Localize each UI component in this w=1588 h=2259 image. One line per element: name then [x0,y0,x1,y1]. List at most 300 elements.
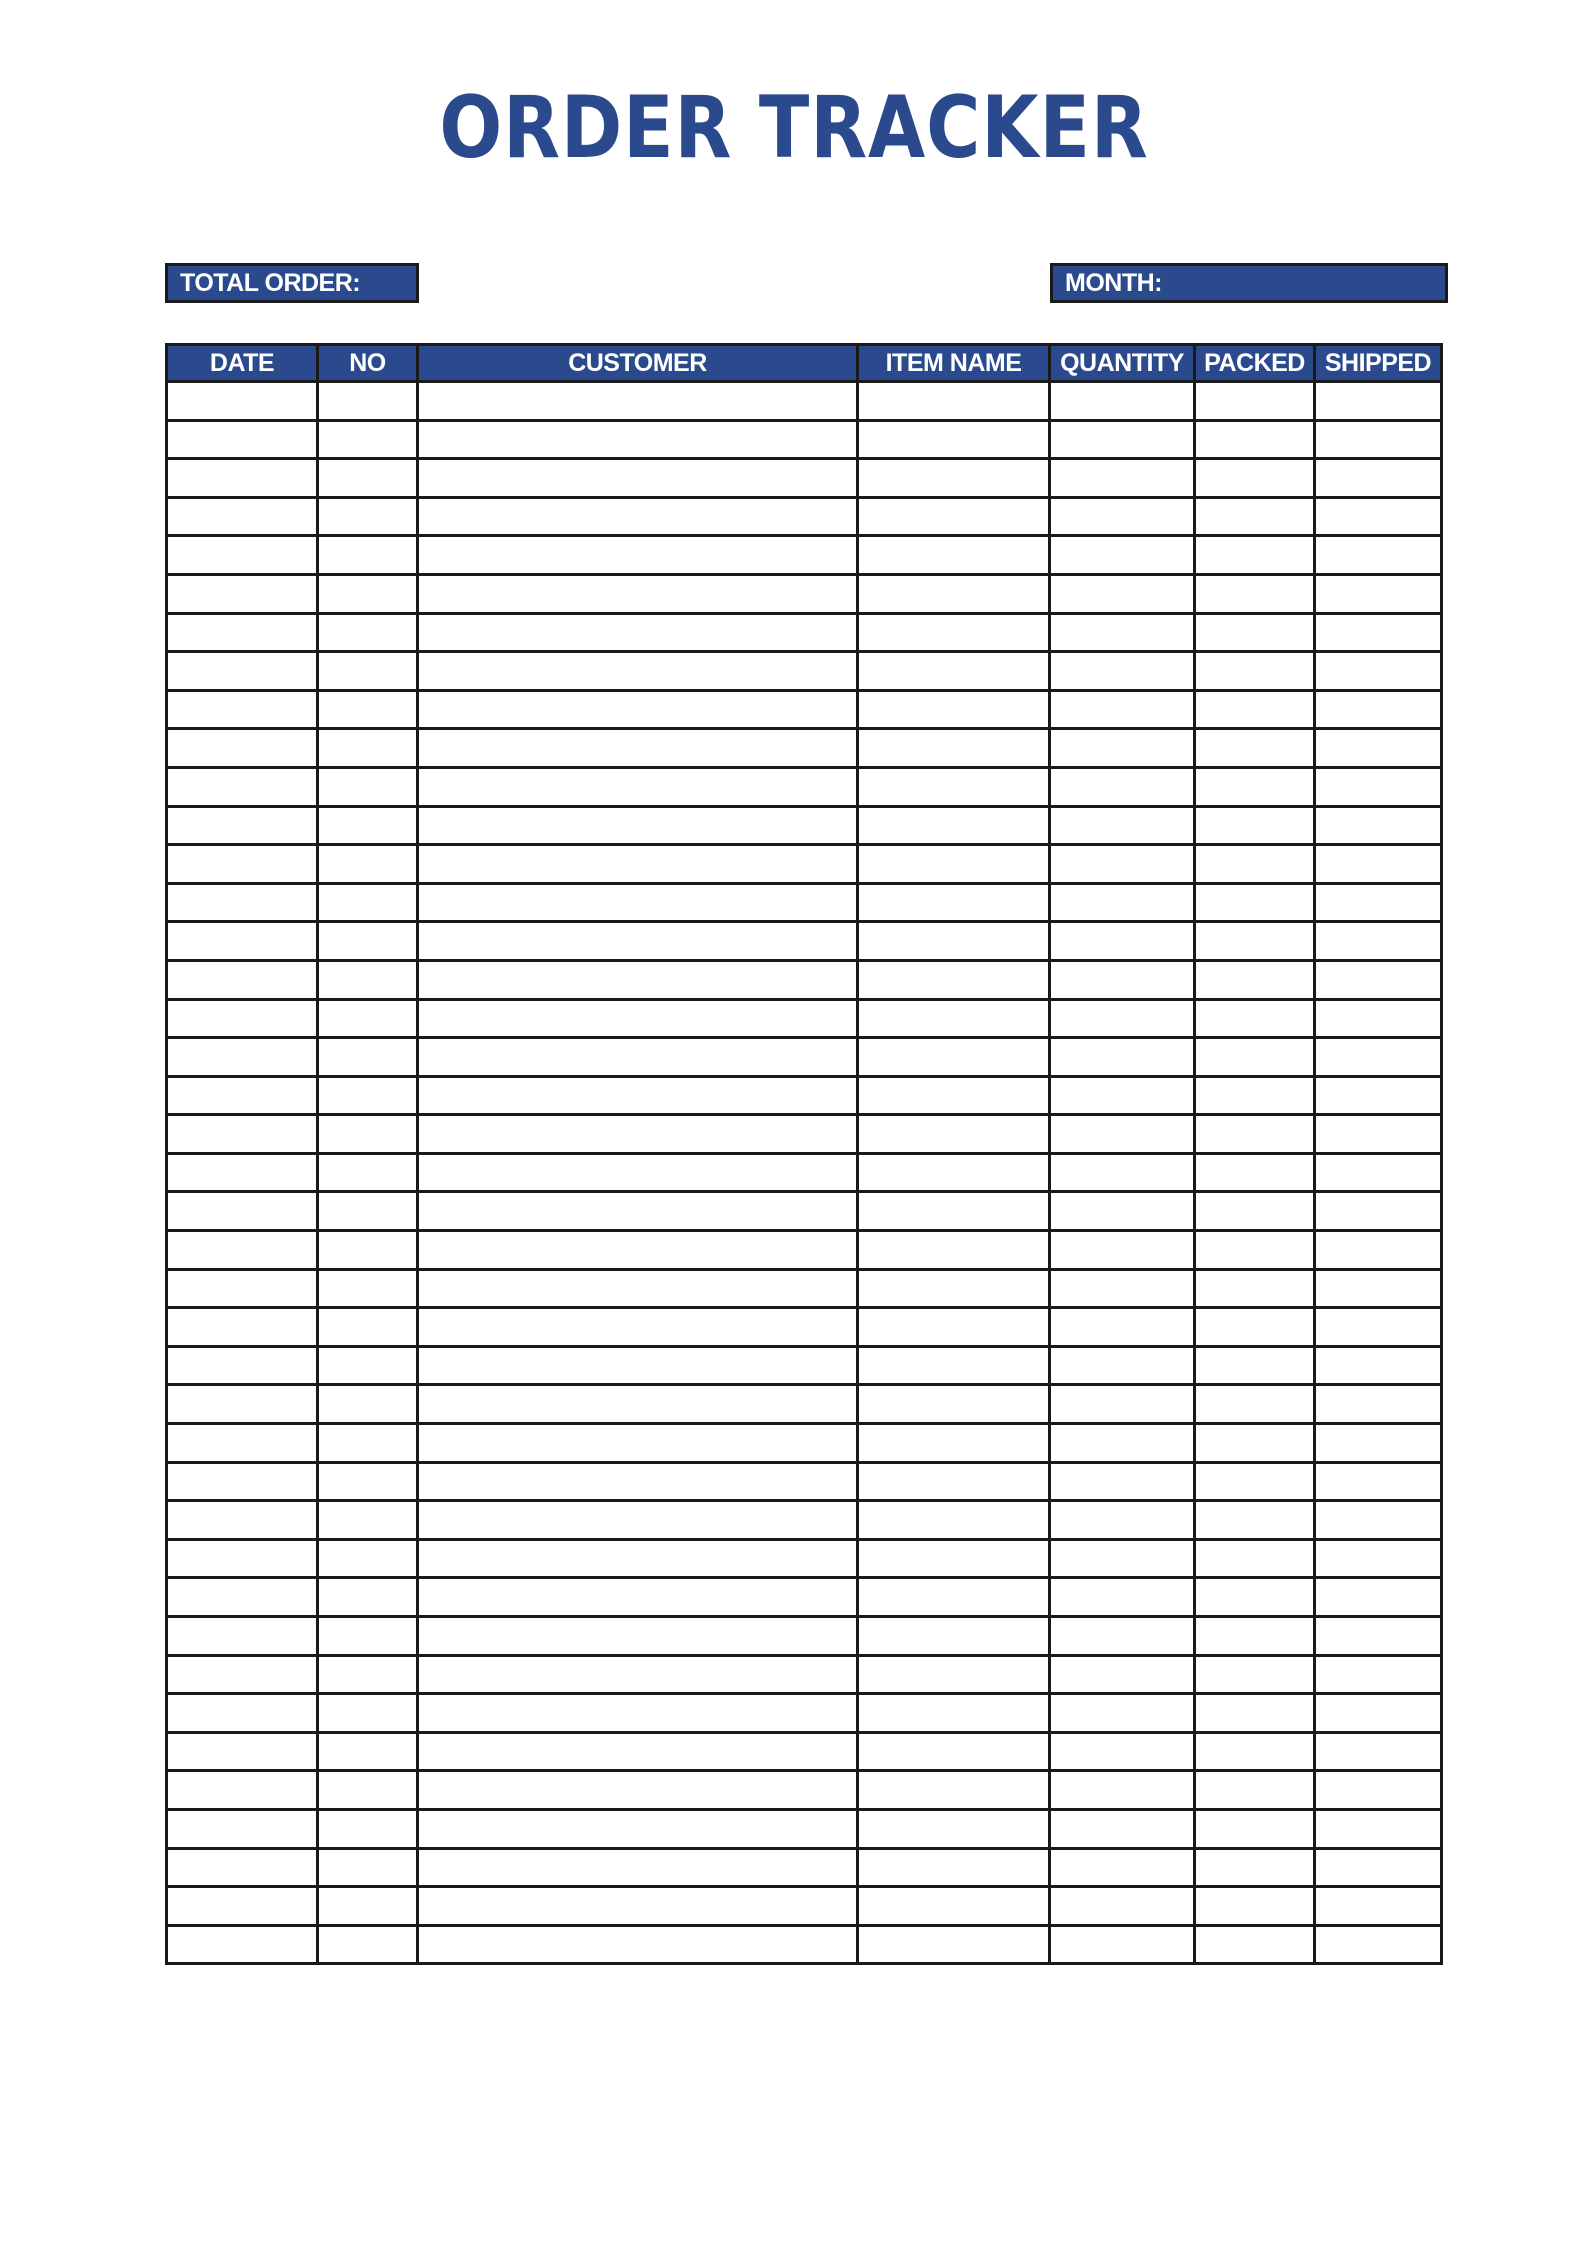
table-cell-shipped[interactable] [1315,1424,1442,1463]
table-cell-quantity[interactable] [1050,497,1195,536]
table-cell-date[interactable] [167,1694,318,1733]
table-cell-no[interactable] [318,845,418,884]
table-cell-shipped[interactable] [1315,1887,1442,1926]
table-cell-date[interactable] [167,459,318,498]
table-cell-quantity[interactable] [1050,690,1195,729]
table-cell-shipped[interactable] [1315,845,1442,884]
table-cell-no[interactable] [318,1771,418,1810]
table-cell-quantity[interactable] [1050,729,1195,768]
table-cell-packed[interactable] [1195,1346,1315,1385]
table-cell-quantity[interactable] [1050,1192,1195,1231]
table-cell-shipped[interactable] [1315,806,1442,845]
table-cell-customer[interactable] [418,845,858,884]
table-cell-quantity[interactable] [1050,1578,1195,1617]
table-cell-customer[interactable] [418,1038,858,1077]
table-cell-item-name[interactable] [858,1732,1050,1771]
table-cell-shipped[interactable] [1315,1809,1442,1848]
table-cell-date[interactable] [167,845,318,884]
table-cell-quantity[interactable] [1050,1694,1195,1733]
table-cell-item-name[interactable] [858,1269,1050,1308]
table-cell-date[interactable] [167,806,318,845]
table-cell-item-name[interactable] [858,1925,1050,1964]
table-cell-no[interactable] [318,922,418,961]
table-cell-packed[interactable] [1195,1925,1315,1964]
table-cell-quantity[interactable] [1050,1462,1195,1501]
table-cell-date[interactable] [167,922,318,961]
table-cell-item-name[interactable] [858,420,1050,459]
table-cell-quantity[interactable] [1050,1308,1195,1347]
table-cell-quantity[interactable] [1050,1501,1195,1540]
table-cell-packed[interactable] [1195,1655,1315,1694]
table-cell-no[interactable] [318,652,418,691]
table-cell-date[interactable] [167,1809,318,1848]
table-cell-customer[interactable] [418,420,858,459]
table-cell-shipped[interactable] [1315,1848,1442,1887]
table-cell-customer[interactable] [418,1578,858,1617]
table-cell-item-name[interactable] [858,1424,1050,1463]
table-cell-shipped[interactable] [1315,497,1442,536]
table-cell-date[interactable] [167,960,318,999]
table-cell-date[interactable] [167,1501,318,1540]
table-cell-no[interactable] [318,1539,418,1578]
month-field[interactable]: MONTH: [1050,263,1448,303]
table-row [167,1809,1442,1848]
table-cell-quantity[interactable] [1050,536,1195,575]
table-cell-customer[interactable] [418,1231,858,1270]
table-cell-packed[interactable] [1195,729,1315,768]
table-cell-item-name[interactable] [858,1655,1050,1694]
table-cell-quantity[interactable] [1050,574,1195,613]
table-cell-no[interactable] [318,497,418,536]
table-cell-no[interactable] [318,1115,418,1154]
table-cell-packed[interactable] [1195,1578,1315,1617]
table-cell-customer[interactable] [418,767,858,806]
table-cell-item-name[interactable] [858,883,1050,922]
table-cell-packed[interactable] [1195,883,1315,922]
table-cell-quantity[interactable] [1050,1424,1195,1463]
table-cell-shipped[interactable] [1315,1153,1442,1192]
table-cell-shipped[interactable] [1315,1655,1442,1694]
table-cell-quantity[interactable] [1050,1925,1195,1964]
table-cell-packed[interactable] [1195,690,1315,729]
column-header-customer: CUSTOMER [418,345,858,382]
total-order-field[interactable]: TOTAL ORDER: [165,263,419,303]
table-cell-customer[interactable] [418,613,858,652]
table-cell-packed[interactable] [1195,767,1315,806]
table-cell-item-name[interactable] [858,1617,1050,1656]
table-cell-quantity[interactable] [1050,1539,1195,1578]
table-row [167,1925,1442,1964]
table-cell-date[interactable] [167,1269,318,1308]
table-cell-no[interactable] [318,1887,418,1926]
table-cell-packed[interactable] [1195,497,1315,536]
table-cell-packed[interactable] [1195,459,1315,498]
table-cell-item-name[interactable] [858,613,1050,652]
table-cell-no[interactable] [318,536,418,575]
table-body [167,382,1442,1964]
table-cell-quantity[interactable] [1050,382,1195,421]
table-row [167,1462,1442,1501]
table-cell-quantity[interactable] [1050,999,1195,1038]
table-cell-shipped[interactable] [1315,1771,1442,1810]
table-cell-customer[interactable] [418,960,858,999]
table-cell-date[interactable] [167,1231,318,1270]
table-cell-no[interactable] [318,459,418,498]
table-cell-date[interactable] [167,729,318,768]
table-cell-date[interactable] [167,1655,318,1694]
table-cell-packed[interactable] [1195,1501,1315,1540]
table-cell-no[interactable] [318,1038,418,1077]
table-cell-item-name[interactable] [858,999,1050,1038]
table-cell-customer[interactable] [418,690,858,729]
table-cell-item-name[interactable] [858,806,1050,845]
table-cell-shipped[interactable] [1315,883,1442,922]
table-cell-quantity[interactable] [1050,420,1195,459]
table-cell-item-name[interactable] [858,574,1050,613]
table-cell-quantity[interactable] [1050,806,1195,845]
column-header-item-name: ITEM NAME [858,345,1050,382]
table-cell-item-name[interactable] [858,536,1050,575]
table-cell-packed[interactable] [1195,1192,1315,1231]
table-cell-no[interactable] [318,1231,418,1270]
table-cell-date[interactable] [167,767,318,806]
table-cell-item-name[interactable] [858,767,1050,806]
table-cell-no[interactable] [318,1809,418,1848]
table-cell-quantity[interactable] [1050,922,1195,961]
table-cell-shipped[interactable] [1315,1925,1442,1964]
table-cell-item-name[interactable] [858,1038,1050,1077]
table-cell-date[interactable] [167,1539,318,1578]
table-cell-shipped[interactable] [1315,1385,1442,1424]
table-row [167,652,1442,691]
table-cell-quantity[interactable] [1050,1617,1195,1656]
table-cell-customer[interactable] [418,459,858,498]
table-cell-item-name[interactable] [858,1076,1050,1115]
table-cell-no[interactable] [318,420,418,459]
table-cell-customer[interactable] [418,1887,858,1926]
table-cell-shipped[interactable] [1315,767,1442,806]
table-cell-customer[interactable] [418,1462,858,1501]
table-cell-item-name[interactable] [858,459,1050,498]
table-cell-shipped[interactable] [1315,1308,1442,1347]
table-cell-item-name[interactable] [858,1308,1050,1347]
table-cell-quantity[interactable] [1050,1076,1195,1115]
table-cell-no[interactable] [318,883,418,922]
table-cell-no[interactable] [318,1925,418,1964]
table-cell-no[interactable] [318,767,418,806]
table-cell-quantity[interactable] [1050,845,1195,884]
table-cell-no[interactable] [318,1269,418,1308]
table-cell-customer[interactable] [418,1501,858,1540]
table-cell-shipped[interactable] [1315,1539,1442,1578]
table-cell-no[interactable] [318,729,418,768]
table-cell-no[interactable] [318,1346,418,1385]
table-cell-customer[interactable] [418,652,858,691]
table-cell-customer[interactable] [418,1076,858,1115]
table-cell-date[interactable] [167,497,318,536]
table-cell-no[interactable] [318,1308,418,1347]
table-cell-customer[interactable] [418,574,858,613]
table-cell-item-name[interactable] [858,690,1050,729]
table-cell-date[interactable] [167,574,318,613]
table-cell-quantity[interactable] [1050,1848,1195,1887]
table-cell-date[interactable] [167,1153,318,1192]
table-cell-shipped[interactable] [1315,420,1442,459]
table-cell-customer[interactable] [418,1153,858,1192]
table-cell-packed[interactable] [1195,574,1315,613]
order-table [165,343,1443,1965]
table-cell-packed[interactable] [1195,1771,1315,1810]
table-cell-customer[interactable] [418,1424,858,1463]
table-cell-quantity[interactable] [1050,1809,1195,1848]
table-cell-packed[interactable] [1195,1539,1315,1578]
table-cell-item-name[interactable] [858,1501,1050,1540]
table-cell-shipped[interactable] [1315,999,1442,1038]
table-cell-quantity[interactable] [1050,960,1195,999]
table-cell-item-name[interactable] [858,1771,1050,1810]
table-cell-item-name[interactable] [858,497,1050,536]
table-cell-date[interactable] [167,1848,318,1887]
table-cell-shipped[interactable] [1315,729,1442,768]
table-cell-no[interactable] [318,1501,418,1540]
table-cell-item-name[interactable] [858,922,1050,961]
table-cell-packed[interactable] [1195,382,1315,421]
table-cell-customer[interactable] [418,1115,858,1154]
table-cell-date[interactable] [167,1038,318,1077]
table-cell-shipped[interactable] [1315,1038,1442,1077]
table-cell-customer[interactable] [418,1809,858,1848]
table-cell-date[interactable] [167,883,318,922]
table-cell-customer[interactable] [418,1655,858,1694]
table-cell-packed[interactable] [1195,1385,1315,1424]
table-cell-shipped[interactable] [1315,1501,1442,1540]
table-cell-no[interactable] [318,1578,418,1617]
table-cell-shipped[interactable] [1315,1269,1442,1308]
table-cell-packed[interactable] [1195,922,1315,961]
table-cell-customer[interactable] [418,1269,858,1308]
table-cell-customer[interactable] [418,1848,858,1887]
table-cell-packed[interactable] [1195,1153,1315,1192]
table-cell-shipped[interactable] [1315,1076,1442,1115]
table-cell-no[interactable] [318,1385,418,1424]
table-cell-date[interactable] [167,1732,318,1771]
table-cell-date[interactable] [167,1308,318,1347]
table-cell-no[interactable] [318,1848,418,1887]
table-cell-quantity[interactable] [1050,1385,1195,1424]
table-cell-packed[interactable] [1195,1231,1315,1270]
table-cell-shipped[interactable] [1315,1192,1442,1231]
table-cell-quantity[interactable] [1050,459,1195,498]
table-cell-item-name[interactable] [858,1462,1050,1501]
table-cell-shipped[interactable] [1315,1231,1442,1270]
table-cell-no[interactable] [318,613,418,652]
table-cell-no[interactable] [318,1732,418,1771]
table-row [167,1771,1442,1810]
table-cell-item-name[interactable] [858,1115,1050,1154]
table-cell-no[interactable] [318,1424,418,1463]
table-cell-item-name[interactable] [858,1192,1050,1231]
table-cell-shipped[interactable] [1315,690,1442,729]
table-cell-date[interactable] [167,1076,318,1115]
table-cell-customer[interactable] [418,536,858,575]
table-cell-no[interactable] [318,1694,418,1733]
table-cell-no[interactable] [318,1617,418,1656]
table-cell-packed[interactable] [1195,613,1315,652]
table-cell-packed[interactable] [1195,1462,1315,1501]
table-cell-item-name[interactable] [858,1848,1050,1887]
table-cell-shipped[interactable] [1315,1578,1442,1617]
table-cell-no[interactable] [318,1076,418,1115]
table-cell-customer[interactable] [418,729,858,768]
table-cell-quantity[interactable] [1050,613,1195,652]
table-cell-item-name[interactable] [858,382,1050,421]
table-cell-shipped[interactable] [1315,1617,1442,1656]
table-cell-date[interactable] [167,1887,318,1926]
table-cell-quantity[interactable] [1050,1771,1195,1810]
table-cell-customer[interactable] [418,1617,858,1656]
table-cell-no[interactable] [318,1462,418,1501]
table-row [167,1732,1442,1771]
table-cell-item-name[interactable] [858,845,1050,884]
table-cell-customer[interactable] [418,1539,858,1578]
table-cell-date[interactable] [167,999,318,1038]
table-cell-date[interactable] [167,1617,318,1656]
table-cell-packed[interactable] [1195,420,1315,459]
table-cell-no[interactable] [318,806,418,845]
table-cell-no[interactable] [318,690,418,729]
table-cell-quantity[interactable] [1050,1655,1195,1694]
table-cell-date[interactable] [167,690,318,729]
table-cell-quantity[interactable] [1050,883,1195,922]
table-cell-shipped[interactable] [1315,960,1442,999]
table-cell-shipped[interactable] [1315,1115,1442,1154]
table-cell-no[interactable] [318,960,418,999]
table-cell-item-name[interactable] [858,1385,1050,1424]
table-cell-packed[interactable] [1195,536,1315,575]
table-cell-shipped[interactable] [1315,574,1442,613]
table-cell-item-name[interactable] [858,1694,1050,1733]
table-cell-date[interactable] [167,420,318,459]
table-cell-packed[interactable] [1195,652,1315,691]
table-cell-customer[interactable] [418,382,858,421]
table-cell-customer[interactable] [418,922,858,961]
table-cell-item-name[interactable] [858,1153,1050,1192]
table-cell-date[interactable] [167,1578,318,1617]
table-cell-packed[interactable] [1195,999,1315,1038]
table-cell-date[interactable] [167,1115,318,1154]
table-cell-item-name[interactable] [858,729,1050,768]
table-cell-no[interactable] [318,574,418,613]
table-cell-customer[interactable] [418,1732,858,1771]
table-cell-customer[interactable] [418,1308,858,1347]
table-cell-customer[interactable] [418,1385,858,1424]
table-cell-item-name[interactable] [858,1539,1050,1578]
table-cell-customer[interactable] [418,1192,858,1231]
table-cell-customer[interactable] [418,883,858,922]
table-cell-customer[interactable] [418,1771,858,1810]
table-cell-packed[interactable] [1195,1694,1315,1733]
table-cell-shipped[interactable] [1315,536,1442,575]
table-cell-date[interactable] [167,613,318,652]
table-cell-customer[interactable] [418,1346,858,1385]
table-cell-packed[interactable] [1195,1038,1315,1077]
table-cell-quantity[interactable] [1050,1038,1195,1077]
table-cell-shipped[interactable] [1315,459,1442,498]
table-cell-customer[interactable] [418,1694,858,1733]
table-cell-packed[interactable] [1195,1115,1315,1154]
table-cell-no[interactable] [318,999,418,1038]
table-cell-packed[interactable] [1195,1848,1315,1887]
table-cell-item-name[interactable] [858,1809,1050,1848]
table-cell-quantity[interactable] [1050,1887,1195,1926]
table-cell-date[interactable] [167,1385,318,1424]
table-cell-quantity[interactable] [1050,767,1195,806]
table-cell-packed[interactable] [1195,1887,1315,1926]
table-cell-item-name[interactable] [858,652,1050,691]
table-cell-packed[interactable] [1195,960,1315,999]
table-cell-item-name[interactable] [858,1346,1050,1385]
table-cell-quantity[interactable] [1050,652,1195,691]
table-cell-date[interactable] [167,1462,318,1501]
table-cell-customer[interactable] [418,1925,858,1964]
table-cell-item-name[interactable] [858,960,1050,999]
table-row [167,420,1442,459]
table-cell-date[interactable] [167,1192,318,1231]
table-cell-shipped[interactable] [1315,382,1442,421]
table-cell-no[interactable] [318,1192,418,1231]
table-cell-date[interactable] [167,652,318,691]
table-cell-quantity[interactable] [1050,1231,1195,1270]
table-cell-packed[interactable] [1195,1809,1315,1848]
table-cell-quantity[interactable] [1050,1115,1195,1154]
table-cell-date[interactable] [167,1346,318,1385]
table-cell-packed[interactable] [1195,1076,1315,1115]
table-cell-customer[interactable] [418,497,858,536]
table-cell-packed[interactable] [1195,845,1315,884]
table-cell-shipped[interactable] [1315,1346,1442,1385]
table-cell-shipped[interactable] [1315,613,1442,652]
table-cell-packed[interactable] [1195,1732,1315,1771]
table-cell-quantity[interactable] [1050,1732,1195,1771]
table-cell-date[interactable] [167,1925,318,1964]
table-cell-no[interactable] [318,382,418,421]
table-cell-date[interactable] [167,1424,318,1463]
table-cell-shipped[interactable] [1315,652,1442,691]
table-cell-item-name[interactable] [858,1887,1050,1926]
table-cell-packed[interactable] [1195,806,1315,845]
table-cell-packed[interactable] [1195,1424,1315,1463]
table-cell-quantity[interactable] [1050,1153,1195,1192]
table-cell-quantity[interactable] [1050,1346,1195,1385]
table-cell-item-name[interactable] [858,1231,1050,1270]
table-cell-packed[interactable] [1195,1617,1315,1656]
table-cell-shipped[interactable] [1315,1694,1442,1733]
table-cell-shipped[interactable] [1315,1732,1442,1771]
table-cell-no[interactable] [318,1153,418,1192]
table-cell-customer[interactable] [418,806,858,845]
table-cell-shipped[interactable] [1315,922,1442,961]
table-cell-date[interactable] [167,382,318,421]
table-cell-packed[interactable] [1195,1308,1315,1347]
table-cell-customer[interactable] [418,999,858,1038]
table-cell-no[interactable] [318,1655,418,1694]
table-cell-item-name[interactable] [858,1578,1050,1617]
table-cell-quantity[interactable] [1050,1269,1195,1308]
table-cell-date[interactable] [167,536,318,575]
table-cell-date[interactable] [167,1771,318,1810]
table-cell-packed[interactable] [1195,1269,1315,1308]
table-cell-shipped[interactable] [1315,1462,1442,1501]
